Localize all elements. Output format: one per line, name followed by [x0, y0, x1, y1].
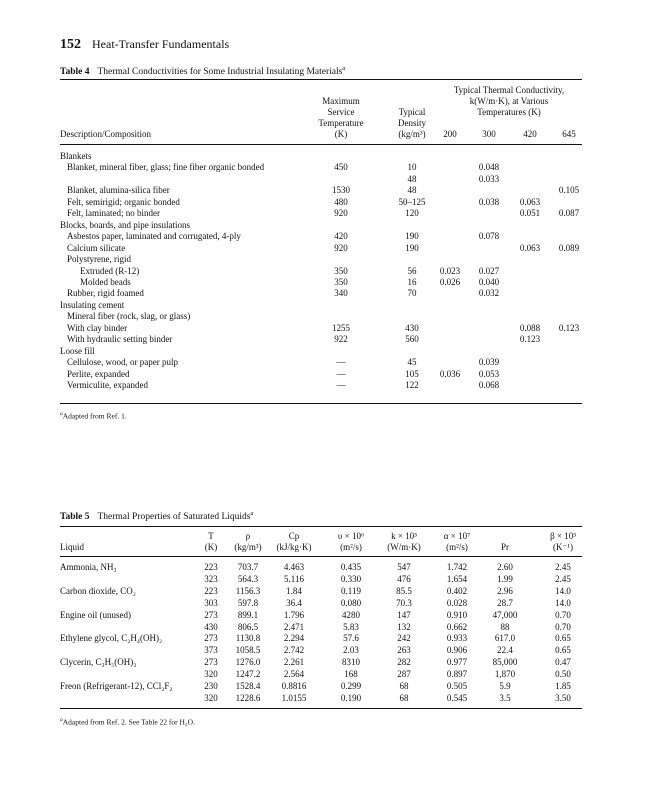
table5-row-value: 4280 [342, 609, 360, 620]
table4-row-k: 0.039 [478, 357, 500, 368]
table4-footnote-text: Adapted from Ref. 1. [62, 411, 127, 421]
table4-row-k: 0.048 [478, 162, 500, 173]
table4-row-max-temp: — [336, 368, 346, 379]
table5-row-value: 0.910 [446, 609, 468, 620]
table5-row-value: 0.8816 [281, 681, 307, 691]
table4-row-k: 0.038 [478, 196, 500, 207]
table4-row-description: Extruded (R-12) [80, 265, 140, 276]
page-header [60, 37, 229, 53]
table4-row-description: Perlite, expanded [67, 368, 130, 379]
table4-row-density: 190 [405, 242, 419, 253]
table5-row-value: 2.261 [283, 657, 305, 668]
table4-footnote [60, 411, 127, 421]
table5-col-header: k × 10³ [391, 531, 417, 541]
table4-row-max-temp: 1255 [332, 322, 350, 333]
table5-col-header: Cp [288, 531, 300, 541]
table4-col-conductivity-line: Temperatures (K) [477, 107, 541, 117]
table5-caption [60, 511, 254, 522]
running-title: Heat-Transfer Fundamentals [92, 37, 230, 51]
table5-row-value: 597.8 [237, 597, 259, 608]
table4-row-k: 0.078 [478, 231, 500, 242]
table5-row-liquid: Carbon dioxide, CO₂ [60, 585, 136, 596]
table5-row-value: 1130.8 [235, 633, 261, 644]
table5-row-value: 1,870 [494, 669, 516, 680]
table5-col-header: (m²/s) [446, 542, 468, 552]
table4-col-conductivity-line: Typical Thermal Conductivity, [453, 85, 565, 95]
table4-row-k: 0.053 [478, 368, 500, 379]
table5-row-value: 223 [204, 585, 218, 596]
table5-row-value: 430 [204, 621, 218, 632]
table4-row-description: Molded beads [80, 276, 131, 287]
table4-row-density: 430 [405, 322, 419, 333]
table4-caption-text: Thermal Conductivities for Some Industrial Insulating Materials [97, 67, 343, 78]
table5-row-value: 85,000 [492, 657, 518, 668]
table4-row-description: Felt, laminated; no binder [67, 208, 160, 219]
table5-row-value: 1.0155 [281, 692, 307, 703]
table5-row-value: 476 [397, 573, 411, 584]
table5-row-liquid: Freon (Refrigerant-12), CCl₂F₂ [60, 681, 173, 691]
table5-row-value: 1.796 [283, 609, 305, 620]
table5-row-value: 5.116 [284, 573, 304, 584]
table5-row-value: 1276.0 [235, 657, 261, 668]
table5-row-value: 0.080 [340, 597, 362, 608]
table4-row-description: Cellulose, wood, or paper pulp [67, 357, 178, 368]
table5-row-value: 0.505 [446, 681, 468, 691]
table4-row-density: 70 [407, 288, 417, 299]
table4-row-description: Blanket, alumina-silica fiber [67, 185, 170, 196]
table4-col-density-line: Density [398, 118, 426, 128]
table4-row-description: Felt, semirigid; organic bonded [67, 196, 180, 207]
table5-row-value: 85.5 [396, 585, 412, 596]
table4-row-description: Mineral fiber (rock, slag, or glass) [67, 311, 191, 322]
table4-bottom-rule [60, 403, 582, 404]
table4-row-max-temp: 450 [334, 162, 348, 173]
table5-row-value: 88 [500, 621, 510, 632]
table4-col-temp: 300 [482, 129, 496, 139]
table5-col-header: β × 10³ [550, 531, 576, 541]
table4-row-density: 48 [407, 173, 417, 184]
table4-row-k: 0.040 [478, 276, 500, 287]
table5-row-value: 22.4 [497, 645, 513, 656]
table4-row-description: Blocks, boards, and pipe insulations [60, 219, 190, 230]
table4-row-k: 0.063 [519, 242, 541, 253]
table5-col-header: ρ [245, 531, 251, 541]
table5-row-value: 273 [204, 633, 218, 644]
table5-col-header: Pr [500, 542, 509, 552]
table5-row-value: 5.9 [499, 681, 511, 691]
table5-caption-text: Thermal Properties of Saturated Liquids [97, 512, 251, 523]
table5-footnote-text: Adapted from Ref. 2. See Table 22 for H₂O. [62, 717, 195, 727]
table4-row-description: Asbestos paper, laminated and corrugated, 4-ply [67, 231, 241, 242]
table5-row-value: 1.654 [446, 573, 468, 584]
table5-row-value: 1.85 [555, 681, 571, 691]
table5-row-value: 0.402 [446, 585, 468, 596]
table5-row-value: 273 [204, 657, 218, 668]
table5-row-value: 36.4 [286, 597, 302, 608]
table4-row-density: 10 [407, 162, 417, 173]
table5-row-value: 2.294 [283, 633, 305, 644]
table5-row-value: 2.742 [283, 645, 305, 656]
table4-caption-mark: a [342, 66, 346, 72]
table5-row-value: 303 [204, 597, 218, 608]
table4-col-density-line: Typical [398, 107, 426, 117]
table5-row-value: 0.119 [341, 585, 361, 596]
table5-row-liquid: Ammonia, NH₃ [60, 562, 117, 572]
table5-row-value: 0.977 [446, 657, 468, 668]
table4-col-max-temp-line: Maximum [322, 96, 360, 106]
table5-row-value: 0.330 [340, 573, 362, 584]
table4-row-density: 56 [407, 265, 417, 276]
table5-row-liquid: Ethylene glycol, C₂H₄(OH)₂ [60, 633, 163, 644]
table5-row-value: 0.65 [555, 633, 571, 644]
table5-row-value: 0.662 [446, 621, 468, 632]
table5-row-value: 0.47 [555, 657, 571, 668]
table5-row-value: 132 [397, 621, 411, 632]
table5-col-header: (m²/s) [340, 542, 362, 552]
table5-row-value: 68 [399, 692, 409, 703]
table4-row-description: With clay binder [67, 322, 128, 333]
table4-row-k: 0.105 [558, 185, 580, 196]
table4-row-max-temp: 922 [334, 334, 348, 345]
table5-row-value: 5.83 [343, 621, 359, 632]
table5-row-value: 1247.2 [235, 669, 261, 680]
table5-label: Table 5 [60, 512, 90, 523]
table4-row-description: Blanket, mineral fiber, glass; fine fiber organic bonded [67, 162, 265, 173]
table5-row-value: 47,000 [492, 609, 518, 620]
table4-col-max-temp-line: Service [327, 107, 355, 117]
table5-row-value: 282 [397, 657, 411, 668]
table4-row-description: Calcium silicate [67, 242, 126, 253]
table4-row-density: 16 [407, 276, 417, 287]
table5-row-value: 168 [344, 669, 358, 680]
table4-row-density: 122 [405, 380, 419, 390]
table5-row-value: 323 [204, 573, 218, 584]
table4-row-max-temp: — [336, 380, 346, 390]
table5-row-value: 263 [397, 645, 411, 656]
table5-row-value: 70.3 [396, 597, 412, 608]
table5-col-liquid: Liquid [60, 542, 84, 552]
table5-col-header: (K⁻¹) [553, 542, 573, 552]
table5-col-header: α × 10⁷ [443, 531, 471, 541]
table5-row-value: 230 [204, 681, 218, 691]
table5-footnote [60, 717, 195, 727]
table4-row-density: 120 [405, 208, 419, 219]
table5-row-value: 0.933 [446, 633, 468, 644]
table4-row-max-temp: 420 [334, 231, 348, 242]
table5-row-value: 28.7 [497, 597, 513, 608]
table5-row-value: 1.99 [497, 573, 513, 584]
table4-label: Table 4 [60, 67, 90, 78]
table4-row-density: 45 [407, 357, 417, 368]
table4-row-k: 0.087 [558, 208, 580, 219]
table5-row-value: 273 [204, 609, 218, 620]
page-number: 152 [60, 37, 81, 52]
table5-row-value: 2.45 [555, 562, 571, 572]
table5-col-header: υ × 10⁶ [337, 531, 365, 541]
table5-row-value: 564.3 [237, 573, 259, 584]
table5-row-value: 2.471 [283, 621, 305, 632]
table5-row-value: 1156.3 [235, 585, 261, 596]
table5-row-value: 1058.5 [235, 645, 261, 656]
table4-row-max-temp: — [336, 357, 346, 368]
table5-row-value: 373 [204, 645, 218, 656]
table5-row-value: 0.190 [340, 692, 362, 703]
table5-footnote-mark: a [60, 717, 63, 723]
table5-row-value: 0.50 [555, 669, 571, 680]
table4-caption [60, 66, 345, 77]
table4-top-rule [60, 79, 582, 80]
table5-top-rule [60, 526, 582, 527]
table4-row-description: Vermiculite, expanded [67, 380, 148, 390]
table4-row-description: Blankets [60, 151, 92, 161]
table5-row-value: 0.299 [340, 681, 362, 691]
table5-row-value: 8310 [342, 657, 360, 668]
table4-col-max-temp-line: (K) [334, 129, 348, 139]
table4-row-max-temp: 920 [334, 242, 348, 253]
table4-row-k: 0.032 [478, 288, 500, 299]
table5-row-value: 320 [204, 669, 218, 680]
table4-row-density: 190 [405, 231, 419, 242]
table4-row-description: Polystyrene, rigid [67, 254, 131, 265]
table4-row-density: 105 [405, 368, 419, 379]
table5-row-value: 147 [397, 609, 411, 620]
table5-col-header: T [208, 531, 214, 541]
table5-row-value: 0.65 [555, 645, 571, 656]
table5-row-value: 1.742 [446, 562, 468, 572]
table5-col-header: (K) [204, 542, 218, 552]
table5-row-value: 0.70 [555, 621, 571, 632]
table4-row-k: 0.063 [519, 196, 541, 207]
table4-row-density: 48 [407, 185, 417, 196]
table4-row-density: 50–125 [398, 196, 426, 207]
table5-row-value: 703.7 [237, 562, 259, 572]
table4-row-max-temp: 920 [334, 208, 348, 219]
table4-row-k: 0.051 [519, 208, 541, 219]
table5-caption-mark: a [250, 511, 254, 517]
table5-col-header: (kJ/kg·K) [276, 542, 312, 552]
table5-row-value: 242 [397, 633, 411, 644]
table5-bottom-rule [60, 708, 582, 709]
table5-row-value: 68 [399, 681, 409, 691]
table5-row-value: 1528.4 [235, 681, 261, 691]
table5-row-value: 2.96 [497, 585, 513, 596]
table4-row-k: 0.088 [519, 322, 541, 333]
table4-col-temp: 200 [443, 129, 457, 139]
table4-row-description: With hydraulic setting binder [67, 334, 173, 345]
table5-row-value: 899.1 [237, 609, 259, 620]
table5-row-value: 14.0 [555, 585, 571, 596]
table5-row-value: 2.564 [283, 669, 305, 680]
table4-row-description: Loose fill [60, 345, 95, 356]
table4-row-k: 0.026 [439, 276, 461, 287]
table5-header-rule [60, 556, 582, 557]
table5-row-value: 806.5 [237, 621, 259, 632]
table4-row-density: 560 [405, 334, 419, 345]
table5-row-liquid: Clycerin, C₃H₅(OH)₃ [60, 657, 137, 668]
table4-row-description: Rubber, rigid foamed [67, 288, 144, 299]
table4-col-temp: 420 [523, 129, 537, 139]
table5-row-value: 0.435 [340, 562, 362, 572]
table5-row-value: 320 [204, 692, 218, 703]
table5-row-value: 3.50 [555, 692, 571, 703]
table5-row-value: 0.545 [446, 692, 468, 703]
table4-col-description: Description/Composition [60, 129, 151, 139]
table5-row-value: 0.028 [446, 597, 468, 608]
table4-footnote-mark: a [60, 411, 63, 417]
table5-row-value: 14.0 [555, 597, 571, 608]
table4-row-description: Insulating cement [60, 299, 125, 310]
table4-row-k: 0.023 [439, 265, 461, 276]
table4-col-conductivity-line: k(W/m·K), at Various [469, 96, 549, 106]
table5-row-value: 0.897 [446, 669, 468, 680]
table4-row-max-temp: 350 [334, 276, 348, 287]
table5-row-value: 617.0 [494, 633, 516, 644]
table4-row-k: 0.123 [558, 322, 580, 333]
table4-row-max-temp: 340 [334, 288, 348, 299]
table5-row-value: 287 [397, 669, 411, 680]
table4-row-max-temp: 350 [334, 265, 348, 276]
table5-row-value: 1228.6 [235, 692, 261, 703]
table4-row-k: 0.123 [519, 334, 541, 345]
table5-row-value: 2.03 [343, 645, 359, 656]
table5-row-liquid: Engine oil (unused) [60, 609, 131, 620]
table4-row-k: 0.036 [439, 368, 461, 379]
table4-row-max-temp: 480 [334, 196, 348, 207]
table5-row-value: 2.60 [497, 562, 513, 572]
table5-row-value: 3.5 [499, 692, 511, 703]
table4-col-max-temp-line: Temperature [318, 118, 364, 128]
table5-row-value: 1.84 [286, 585, 302, 596]
table4-col-temp: 645 [562, 129, 576, 139]
table5-col-header: (kg/m³) [234, 542, 262, 552]
table5-row-value: 4.463 [283, 562, 305, 572]
table5-row-value: 57.6 [343, 633, 359, 644]
table5-row-value: 2.45 [555, 573, 571, 584]
table5-row-value: 0.906 [446, 645, 468, 656]
table4-row-max-temp: 1530 [332, 185, 350, 196]
table4-row-k: 0.089 [558, 242, 580, 253]
table5-row-value: 223 [204, 562, 218, 572]
table5-col-header: (W/m·K) [387, 542, 421, 552]
table4-row-k: 0.068 [478, 380, 500, 390]
table5-row-value: 547 [397, 562, 411, 572]
table4-row-k: 0.027 [478, 265, 500, 276]
table5-row-value: 0.70 [555, 609, 571, 620]
table4-col-density-line: (kg/m³) [398, 129, 426, 139]
table4-row-k: 0.033 [478, 173, 500, 184]
table4-header-rule [60, 144, 582, 145]
